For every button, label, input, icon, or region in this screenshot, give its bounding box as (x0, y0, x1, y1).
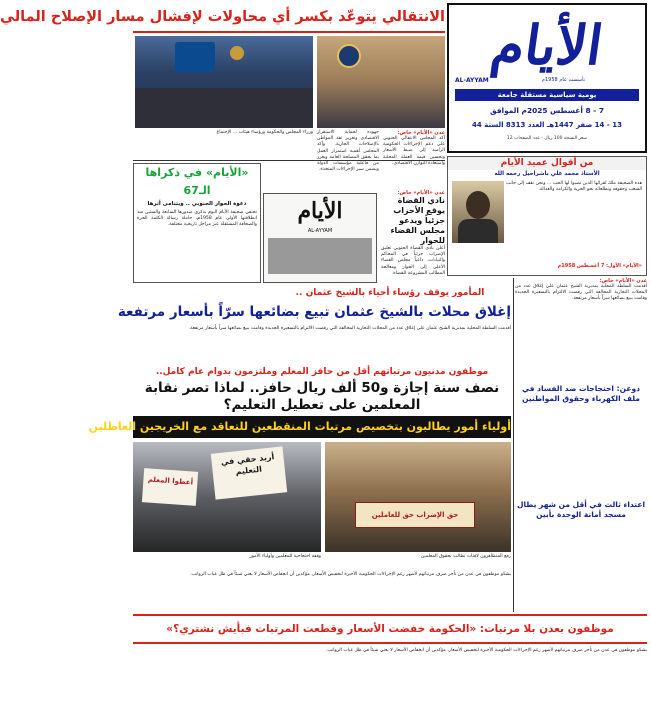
nadi-source: عدن «الأيام» خاص: (397, 190, 445, 196)
protest-photo (325, 442, 511, 552)
teachers-sign-1: أريد حقي في التعليم (220, 452, 275, 477)
old-masthead-logo: الأيام (297, 198, 343, 224)
masthead-tagline: يومية سياسية مستقلة جامعة (455, 89, 639, 101)
quotes-box (447, 156, 647, 276)
mamour-body: أقدمت السلطة المحلية بمديرية الشيخ عثمان على إغلاق عدد من المحلات التجارية المخالفة التي رفضت الالتزام بالتسعيرة الجديدة وقامت ببيع بضائعها سراً بأسعار مرتفعة. (188, 326, 511, 331)
quotes-author: الأستاذ محمد علي باشراحيل رحمه الله (494, 171, 600, 177)
anniversary-title[interactable]: «الأيام» في ذكراها الـ67 (145, 166, 249, 197)
old-masthead-latin: AL-AYYAM (307, 228, 333, 234)
teachers-sign-2: أعطوا المعلم (147, 475, 194, 487)
anniversary-box (133, 163, 261, 283)
anniversary-sub: دعوة الحوار الجنوبي .. ويتنامى أثرها (147, 201, 247, 207)
bottom-body: يشكو موظفون في عدن من تأخر صرف مرتباتهم لأشهر رغم الإجراءات الحكومية الأخيرة لتخفيض الأسعار، مؤكدين أن انخفاض الأسعار لا يعني شيئاً في ظل غياب الرواتب. (325, 648, 647, 653)
anniversary-front-page (263, 193, 377, 283)
right-col-body: أقدمت السلطة المحلية بمديرية الشيخ عثمان على إغلاق عدد من المحلات التجارية المخالفة التي رفضت الالتزام بالتسعيرة الجديدة وقامت ببيع بضائعها سراً بأسعار مرتفعة. (515, 284, 647, 302)
quotes-text: هذه الصحيفة ملك لقرائها الذين نصبوا لها الحب ... ونحن نقف إلى جانب الشعب وحقوقه وتطلعاته نحو الحرية والكرامة والعدالة. (506, 181, 642, 193)
protest-caption: رفع المتظاهرون لافتات تطالب بحقوق المعلمين (421, 554, 511, 559)
divider-vertical (513, 278, 514, 612)
right-col-src-1 (515, 278, 647, 378)
protest-sign: حق الإضراب حق للعاملين (371, 511, 459, 519)
anniversary-body: تحتفي صحيفة الأيام اليوم بذكرى صدورها السابعة والستين منذ انطلاقتها الأولى عام 1958م، حاملة رسالة الكلمة الحرة والصحافة المستقلة عبر مراحل تاريخية مختلفة. (137, 210, 257, 228)
masthead-founded: تأسست عام 1958م (541, 77, 585, 83)
masthead-logo-latin: AL-AYYAM (455, 77, 489, 84)
meeting-caption: وزراء المجلس والحكومة ورؤساء هيئات ... الإجتماع (216, 130, 313, 135)
top-headline-box (0, 3, 445, 33)
top-col-b (383, 130, 445, 188)
teachers-kicker: موظفون مدنيون مرتباتهم أقل من حافز المعلم وملتزمون بدوام عام كامل.. (155, 367, 489, 377)
masthead-meta: سعر النسخة 100 ريال - عدد الصفحات 12 (506, 136, 588, 141)
masthead-dates: 7 - 8 أغسطس 2025م الموافق (490, 106, 604, 115)
bottom-headline[interactable]: موظفون بعدن بلا مرتبات: «الحكومة خفضت الأسعار وقطعت المرتبات فبأيش نشتري؟» (166, 623, 614, 635)
nadi-story (381, 190, 445, 284)
masthead (447, 3, 647, 153)
bottom-headline-box (133, 614, 647, 644)
divider-top (133, 160, 445, 161)
right-item-2 (515, 500, 647, 564)
masthead-logo[interactable]: الأيام (487, 13, 607, 77)
top-col-b-text: أكد المجلس الانتقالي الجنوبي على دعم الإجراءات الحكومية الرامية إلى ضبط الأسعار وتحسين قيمة العملة المحلية واستعادة التوازن الاقتصادي. (383, 136, 445, 166)
nadi-body: أعلن نادي القضاة الجنوبي تعليق الإضراب جزئياً في المحاكم والنيابات، داعياً مجلس القضاء الأعلى إلى الحوار ومعالجة المطالب المشروعة للقضاة. (381, 246, 445, 276)
teachers-caption: وقفة احتجاجية للمعلمين وأولياء الأمور (249, 554, 321, 559)
mamour-main[interactable]: إغلاق محلات بالشيخ عثمان تبيع بضائعها سرّاً بأسعار مرتفعة (117, 304, 511, 320)
right-item-2-headline[interactable]: اعتداء ثالث في أقل من شهر يطال مسجد أمانة الوحدة بأبين (516, 500, 646, 519)
mamour-kicker: المأمور يوقف رؤساء أحياء بالشيخ عثمان .. (295, 288, 485, 298)
quotes-signature: «الأيام» الأول: 7 أغسطس 1958م (557, 263, 642, 269)
teachers-body: يشكو موظفون في عدن من تأخر صرف مرتباتهم لأشهر رغم الإجراءات الحكومية الأخيرة لتخفيض الأسعار، مؤكدين أن انخفاض الأسعار لا يعني شيئاً في ظل غياب الرواتب. (189, 572, 511, 577)
right-item-1-headline[interactable]: دوعن: احتجاجات ضد الفساد في ملف الكهرباء وحقوق المواطنين (521, 384, 640, 403)
top-col-b-source: عدن «الأيام» خاص: (397, 130, 445, 136)
top-headline[interactable]: الانتقالي يتوعّد بكسر أي محاولات لإفشال مسار الإصلاح المالي (0, 9, 445, 25)
quotes-title: من أقوال عميد الأيام (448, 157, 646, 170)
right-item-1 (515, 384, 647, 448)
teachers-main[interactable]: نصف سنة إجازة و50 ألف ريال حافز.. لماذا تصر نقابة المعلمين على تعطيل التعليم؟ (144, 380, 500, 413)
teachers-photo (133, 442, 321, 552)
right-col-source: عدن «الأيام» خاص: (599, 278, 647, 284)
teachers-sub[interactable]: أولياء أمور يطالبون بتخصيص مرتبات المنقطعين للتعاقد مع الخريجين العاطلين (133, 416, 511, 438)
top-right-photo (317, 36, 445, 128)
founder-portrait (452, 181, 504, 243)
nadi-headline[interactable]: نادي القضاة يوقع الأحزاب جزئياً ويدعو مجلس القضاء للحوار (390, 196, 445, 245)
top-col-a: جهوده لحماية الاستقرار الاقتصادي وتعزيز ثقة المواطن بالإصلاحات الجارية. وأكد المجلس أهمية استمرار العمل بما يحقق المصلحة العامة ويعزز من فاعلية مؤسسات الدولة ويضمن سير الإجراءات المتخذة. (317, 130, 379, 173)
masthead-hijri: 13 - 14 صفر 1447هـ العدد 8313 السنة 44 (472, 121, 622, 129)
meeting-photo (135, 36, 313, 128)
